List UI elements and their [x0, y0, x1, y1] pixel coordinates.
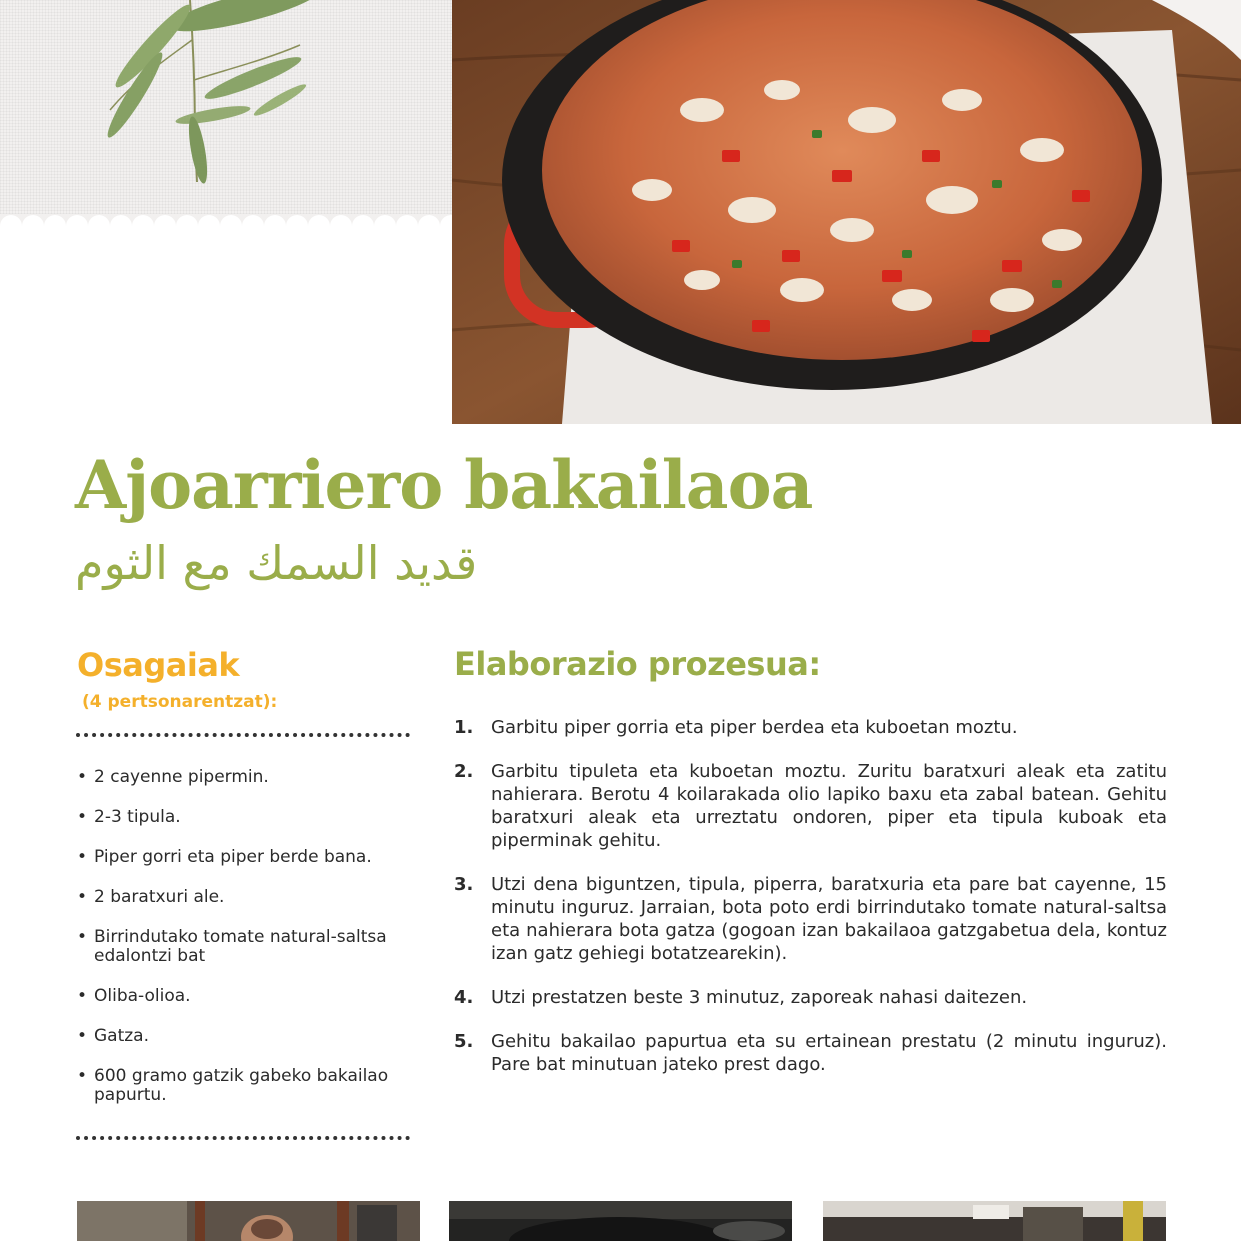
step-number: 1.: [454, 717, 474, 738]
ingredient-item: • 2-3 tipula.: [77, 808, 422, 827]
dotted-divider-top: [76, 733, 410, 737]
dotted-divider-bottom: [76, 1136, 410, 1140]
ingredient-item: • Piper gorri eta piper berde bana.: [77, 848, 422, 867]
olive-branch-illustration: [95, 0, 325, 190]
ingredients-heading: Osagaiak: [77, 646, 240, 684]
process-step: [454, 873, 1167, 965]
ingredients-servings: (4 pertsonarentzat):: [82, 692, 278, 712]
step-text: Garbitu piper gorria eta piper berdea eta kuboetan moztu.: [491, 717, 1018, 738]
ingredient-item: • 2 cayenne pipermin.: [77, 768, 422, 787]
cooking-photo-1: [77, 1201, 420, 1241]
process-step: [454, 760, 1167, 852]
step-number: 3.: [454, 874, 474, 895]
process-step: [454, 986, 1167, 1009]
ingredient-item: • 600 gramo gatzik gabeko bakailao papurtu.: [77, 1067, 422, 1105]
step-text: Utzi dena biguntzen, tipula, piperra, baratxuria eta pare bat cayenne, 15 minutu inguruz. Jarraian, bota poto erdi birrindutako tomate natural-saltsa eta nahierara bota gatza (gogoan izan bakailaoa gatzgabetua dela, kontuz izan gatz gehiegi botatzearekin).: [491, 874, 1167, 964]
scalloped-edge: [0, 214, 452, 240]
cooking-photo-2: [449, 1201, 792, 1241]
process-step: [454, 716, 1167, 739]
process-step: [454, 1030, 1167, 1076]
ingredient-item: • Gatza.: [77, 1027, 422, 1046]
cooking-photo-3: [823, 1201, 1166, 1241]
step-number: 4.: [454, 987, 474, 1008]
process-heading: Elaborazio prozesua:: [454, 645, 821, 683]
ingredient-item: • 2 baratxuri ale.: [77, 888, 422, 907]
step-number: 5.: [454, 1031, 474, 1052]
ingredient-item: • Oliba-olioa.: [77, 987, 422, 1006]
recipe-title-arabic: قديد السمك مع الثوم: [75, 536, 478, 590]
step-number: 2.: [454, 761, 474, 782]
step-text: Gehitu bakailao papurtua eta su ertainean prestatu (2 minutu inguruz). Pare bat minutuan jateko prest dago.: [491, 1031, 1167, 1075]
ingredients-list: [77, 768, 422, 1126]
step-text: Garbitu tipuleta eta kuboetan moztu. Zuritu baratxuri aleak eta zatitu nahierara. Berotu 4 koilarakada olio lapiko baxu eta zabal batean. Gehitu baratxuri aleak eta urreztatu ondoren, piper eta tipula kuboak eta piperminak gehitu.: [491, 761, 1167, 851]
dish-photo: [452, 0, 1241, 424]
process-steps: [454, 716, 1167, 1097]
step-text: Utzi prestatzen beste 3 minutuz, zaporeak nahasi daitezen.: [491, 987, 1028, 1008]
recipe-title: Ajoarriero bakailaoa: [75, 446, 813, 524]
ingredient-item: • Birrindutako tomate natural-saltsa edalontzi bat: [77, 928, 422, 966]
